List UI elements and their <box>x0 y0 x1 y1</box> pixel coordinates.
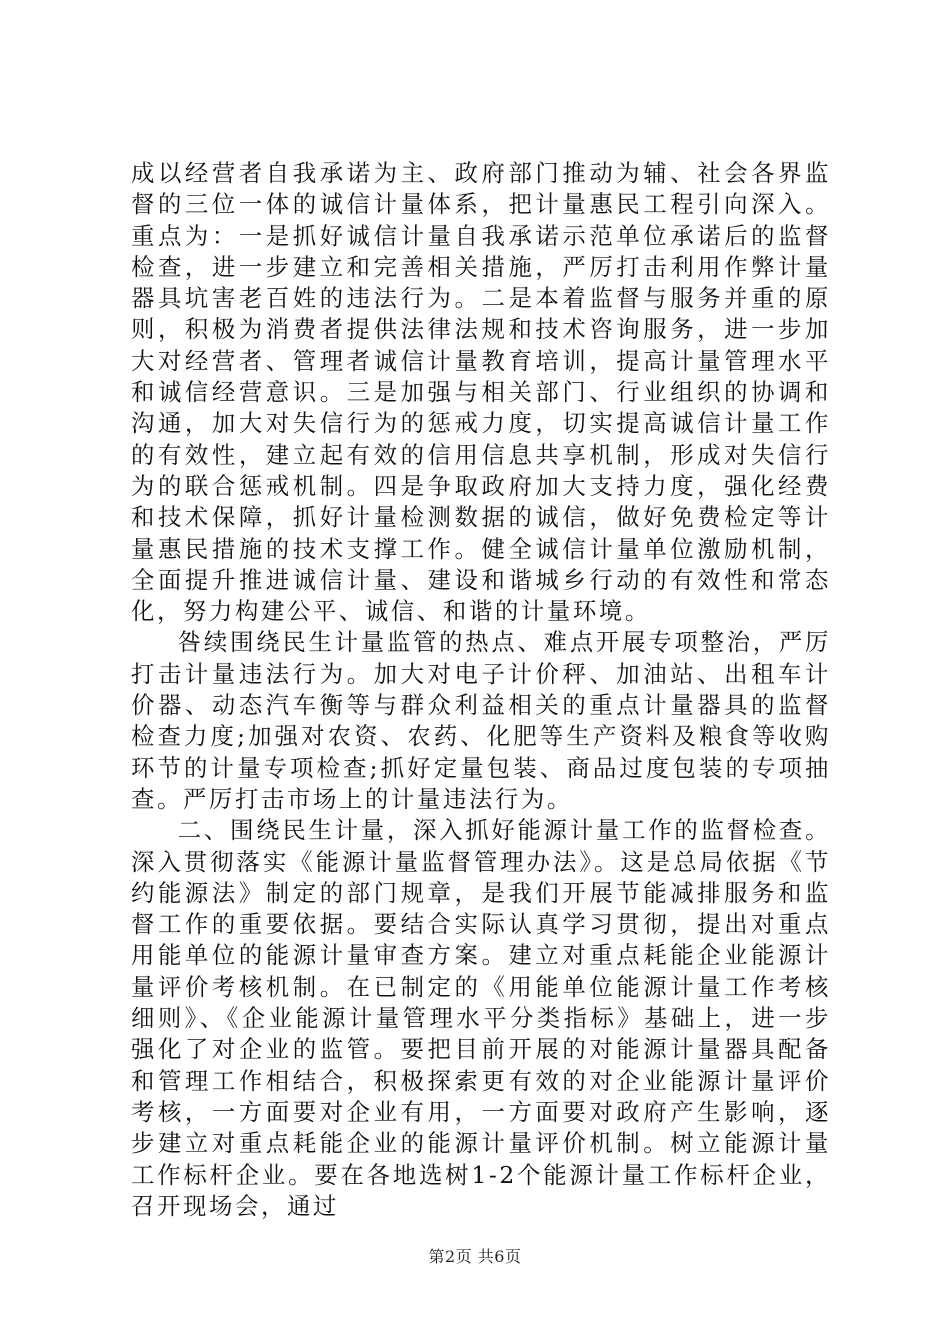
paragraph: 二、围绕民生计量，深入抓好能源计量工作的监督检查。深入贯彻落实《能源计量监督管理办法》。这是总局依据《节约能源法》制定的部门规章，是我们开展节能减排服务和监督工作的重要依据。要结合实际认真学习贯彻，提出对重点用能单位的能源计量审查方案。建立对重点耗能企业能源计量评价考核机制。在已制定的《用能单位能源计量工作考核细则》、《企业能源计量管理水平分类指标》基础上，进一步强化了对企业的监管。要把目前开展的对能源计量器具配备和管理工作相结合，积极探索更有效的对企业能源计量评价考核，一方面要对企业有用，一方面要对政府产生影响，逐步建立对重点耗能企业的能源计量评价机制。树立能源计量工作标杆企业。要在各地选树1-2个能源计量工作标杆企业，召开现场会，通过 <box>131 816 831 1220</box>
document-body <box>131 158 831 1222</box>
paragraph: 成以经营者自我承诺为主、政府部门推动为辅、社会各界监督的三位一体的诚信计量体系，把计量惠民工程引向深入。重点为：一是抓好诚信计量自我承诺示范单位承诺后的监督检查，进一步建立和完善相关措施，严厉打击利用作弊计量器具坑害老百姓的违法行为。二是本着监督与服务并重的原则，积极为消费者提供法律法规和技术咨询服务，进一步加大对经营者、管理者诚信计量教育培训，提高计量管理水平和诚信经营意识。三是加强与相关部门、行业组织的协调和沟通，加大对失信行为的惩戒力度，切实提高诚信计量工作的有效性，建立起有效的信用信息共享机制，形成对失信行为的联合惩戒机制。四是争取政府加大支持力度，强化经费和技术保障，抓好计量检测数据的诚信，做好免费检定等计量惠民措施的技术支撑工作。健全诚信计量单位激励机制，全面提升推进诚信计量、建设和谐城乡行动的有效性和常态化，努力构建公平、诚信、和谐的计量环境。 <box>131 159 831 626</box>
paragraph: 咎续围绕民生计量监管的热点、难点开展专项整治，严厉打击计量违法行为。加大对电子计价秤、加油站、出租车计价器、动态汽车衡等与群众利益相关的重点计量器具的监督检查力度;加强对农资、农药、化肥等生产资料及粮食等收购环节的计量专项检查;抓好定量包装、商品过度包装的专项抽查。严厉打击市场上的计量违法行为。 <box>131 628 831 813</box>
page-number-label: 第2页 共6页 <box>428 1247 522 1266</box>
page-footer <box>0 1244 950 1267</box>
